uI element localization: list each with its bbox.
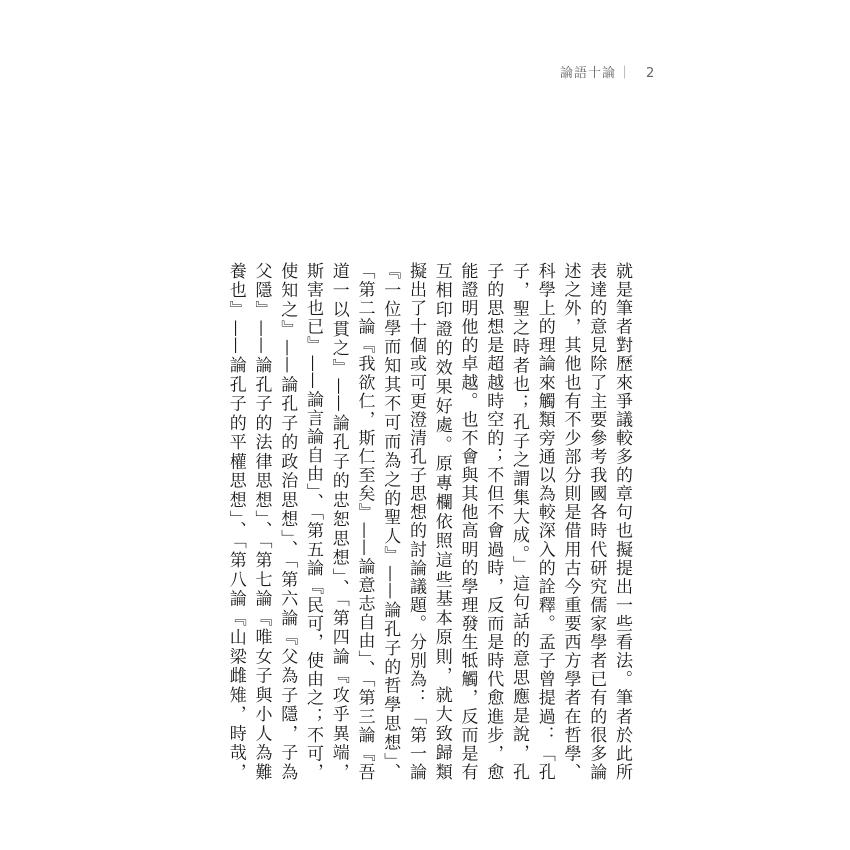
text-column: 子的思想是超越時空的；不但不會過時，反而是時代愈進步，愈 [483,262,504,780]
text-column: 述之外，其他也有不少部分則是借用古今重要西方學者在哲學、 [560,262,581,780]
text-column: 『一位學而知其不可而為之的聖人』——論孔子的哲學思想」、 [380,262,401,780]
text-column: 就是筆者對歷來爭議較多的章句也擬提出一些看法。筆者於此所 [612,262,632,780]
text-column: 斯害也已』——論言論自由」、「第五論『民可，使由之；不可， [303,262,323,780]
text-column: 能證明他的卓越。也不會與其他高明的學理發生牴觸，反而是有 [457,262,478,780]
text-column: 養也』——論孔子的平權思想」、「第八論『山梁雌雉，時哉， [225,262,246,780]
text-column: 使知之』——論孔子的政治思想」、「第六論『父為子隱，子為 [277,262,298,780]
text-column: 「第二論『我欲仁，斯仁至矣』——論意志自由」、「第三論『吾 [354,262,375,780]
text-column: 科學上的理論來觸類旁通以為較深入的詮釋。孟子曾提過：「孔 [534,262,555,780]
text-column: 道一以貫之』——論孔子的忠恕思想」、「第四論『攻乎異端， [328,262,349,780]
page-number: 2 [646,66,656,81]
text-column: 父隱』——論孔子的法律思想」、「第七論『唯女子與小人為難 [251,262,272,780]
text-column: 互相印證的效果好處。原專欄依照這些基本原則，就大致歸類 [431,262,452,780]
header-separator: ｜ [618,66,633,81]
book-title: 論語十論 [560,66,617,81]
text-column: 子，聖之時者也；孔子之謂集大成。」這句話的意思應是說，孔 [509,262,529,780]
text-column: 表達的意見除了主要參考我國各時代研究儒家學者已有的很多論 [586,262,607,780]
running-header [560,62,655,81]
body-text [222,262,634,780]
text-column: 擬出了十個或可更澄清孔子思想的討論議題。分別為：「第一論 [406,262,426,780]
